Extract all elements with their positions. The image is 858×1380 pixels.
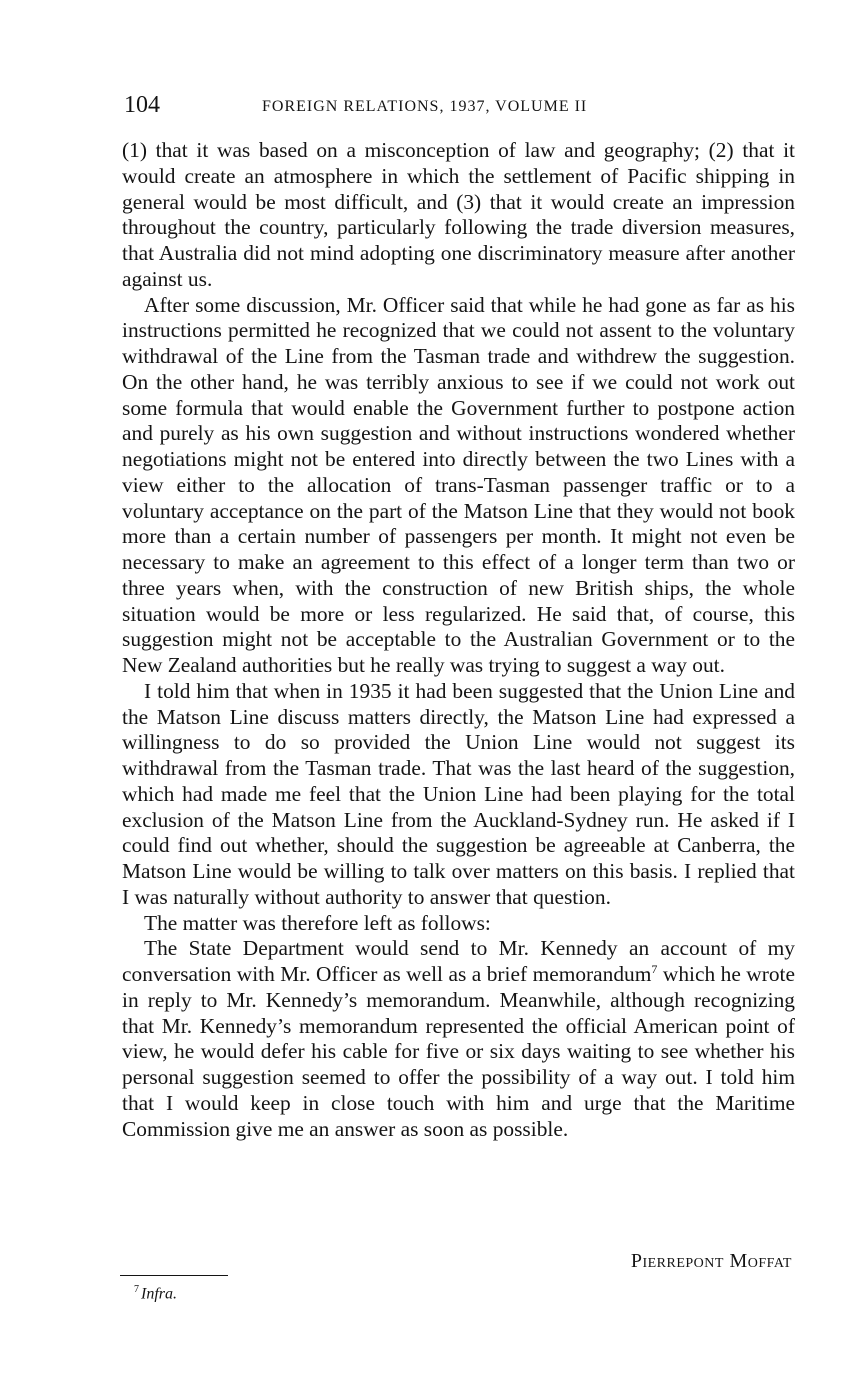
signature: Pierrepont Moffat [630,1250,792,1272]
paragraph-2: After some discussion, Mr. Officer said that while he had gone as far as his instructions permitted he recognized that we could not assent to the voluntary withdrawal of the Line from the Tasman trade and withdrew the suggestion. On the other hand, he was terribly anxious to see if we could not work out some formula that would enable the Government further to postpone action and purely as his own suggestion and without instructions wondered whether negotiations might not be entered into directly between the two Lines with a view either to the allocation of trans-Tasman passenger traffic or to a voluntary acceptance on the part of the Matson Line that they would not book more than a certain number of passengers per month. It might not even be necessary to make an agreement to this effect of a longer term than two or three years when, with the construction of new British ships, the whole situation would be more or less regularized. He said that, of course, this suggestion might not be acceptable to the Australian Government or to the New Zealand authorities but he really was trying to suggest a way out. [122,292,795,677]
footnote-number: 7 [134,1284,139,1295]
paragraph-1: (1) that it was based on a misconception of law and geography; (2) that it would create an atmosphere in which the settlement of Pacific shipping in general would be most difficult, and (3) that it would create an impression throughout the country, particularly following the trade diversion measures, that Australia did not mind adopting one discriminatory measure after another against us. [122,138,795,291]
footnote [134,1284,177,1303]
body-text [122,138,795,1142]
paragraph-5-part-1: The State Department would send to Mr. Kennedy an account of my conversation with Mr. Officer as well as a brief memorandum [122,936,795,986]
paragraph-5-part-2: which he wrote in reply to Mr. Kennedy’s memorandum. Meanwhile, although recognizing that Mr. Kennedy’s memorandum represented the official American point of view, he would defer his cable for five or six days waiting to see whether his personal suggestion seemed to offer the possibility of a way out. I told him that I would keep in close touch with him and urge that the Maritime Commission give me an answer as soon as possible. [122,962,795,1141]
footnote-divider [120,1275,228,1276]
paragraph-5 [122,936,795,1142]
footnote-text: Infra. [141,1285,177,1303]
page-number: 104 [124,92,160,118]
running-head: FOREIGN RELATIONS, 1937, VOLUME II [262,98,588,115]
footnote-reference: 7 [651,961,658,976]
paragraph-4: The matter was therefore left as follows: [144,910,491,935]
paragraph-3: I told him that when in 1935 it had been suggested that the Union Line and the Matson Line discuss matters directly, the Matson Line had expressed a willingness to do so provided the Union Line would not suggest its withdrawal from the Tasman trade. That was the last heard of the suggestion, which had made me feel that the Union Line had been playing for the total exclusion of the Matson Line from the Auckland-Sydney run. He asked if I could find out whether, should the suggestion be agreeable at Canberra, the Matson Line would be willing to talk over matters on this basis. I replied that I was naturally without authority to answer that question. [122,678,795,909]
